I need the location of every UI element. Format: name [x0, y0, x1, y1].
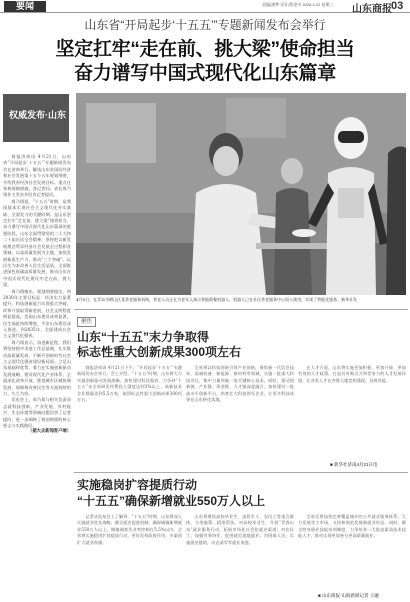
left-paragraph: 发布会上，周乃翔与相关负责同志就科技创新、产业发展、乡村振兴、生态环境等领域问题回答了记者提问，进一步阐释了规划纲要的核心要义与实践路径。: [3, 397, 71, 429]
story1-paragraph: 在人才方面，山东将实施更加积极、更加开放、更加有效的人才政策，打造具有吸引力和竞争力的人才发展环境，让各类人才在齐鲁大地竞相涌现、各展其能。: [298, 365, 406, 383]
headline-main-line1: 坚定扛牢“走在前、挑大梁”使命担当: [55, 39, 355, 60]
page-number: 03: [391, 0, 404, 12]
story2-paragraph: 山东将聚焦高校毕业生、退役军人、农民工等重点群体，分类施策、精准帮扶。对高校毕业生，开展“青春山东”就业服务行动，拓展市场化社会化就业渠道；对农民工，加强劳务协作，促进就近就地就业；对困难人员，实施就业援助，动态清零零就业家庭。: [186, 514, 294, 545]
left-paragraph: 周乃翔指出，规划纲要提出，到2030年主要目标是：经济实力显著提升，科技创新能力实现重大突破，改革开放取得新进展，社会文明程度明显提高，美丽山东建设成效显著，民生福祉持续增进，平安山东建设深入推进。到2035年，全面建成社会主义现代化强省。: [3, 288, 71, 339]
story2-title-line1: 实施稳岗扩容提质行动: [77, 478, 198, 492]
story1-paragraph: 全省将以科技创新引领产业创新，聚焦新一代信息技术、高端装备、新能源、新材料等领域，实施一批重大科技项目，集中力量突破一批关键核心技术。同时，推动创新链、产业链、资金链、人才链深度融合，加快建设一批高水平创新平台，培育壮大科技领军企业，让更多科技成果在山东转化落地。: [186, 365, 294, 403]
left-paragraph: 周乃翔表示，奋进新征程，我们将坚持稳中求进工作总基调，扎实推动高质量发展，不断开创新时代社会主义现代化强省建设新局面。立足山东基础和优势，着力在实施创新驱动发展战略、建设现代化产业体系、全面深化改革开放、推进城乡区域协调发展、保障和改善民生等方面持续用力、久久为功。: [3, 339, 71, 397]
photo-illustration: [76, 93, 406, 295]
story2-column: [77, 514, 182, 600]
story1-column: [186, 365, 294, 468]
headline-kicker: 山东省“开局起步‘十五五’”专题新闻发布会举行: [84, 18, 326, 32]
section-tag: 要闻: [4, 1, 46, 12]
story1-title-line1: 山东“十五五”末力争取得: [77, 330, 210, 344]
issue-info: 责编/潘梦 设计/殷金中 2026.4.22 星期三: [262, 2, 334, 7]
left-column: [3, 94, 71, 600]
left-paragraph: 商报济南讯 4月21日，山东省“开局起步‘十五五’”专题新闻发布会在济南举行。解读山东省国民经济和社会发展第十五个五年规划纲要，介绍我省经济社会发展目标。重点任务和保障措施，答记者问。省长周乃翔作主发布并回答记者提问。: [3, 154, 71, 198]
story1-column: [77, 365, 182, 468]
story2-paragraph: 记者从发布会上了解到，“十五五”时期，山东将深入实施就业优先战略，健全就业促进机制，确保城镇新增就业550万人以上，城镇调查失业率控制在5.5%以内。全省将实施稳岗扩容提质行动，更好发挥政府作用，多渠道扩大就业容量。: [77, 514, 182, 545]
news-photo: [76, 93, 406, 295]
story1-paragraph: 商报济南讯 4月21日下午，“开局起步‘十五五’”专题新闻发布会举行。会上介绍，“十五五”时期，山东将大力实施创新驱动发展战略，加快建设科技强省，力争到“十五五”末全省研发经费投入强度达到3%以上，高新技术企业数量达到5.5万家，取得标志性重大创新成果300项左右。: [77, 365, 182, 403]
story1-byline: ■ 新华社济南4月21日电: [330, 462, 378, 467]
photo-caption: 4月8日，在青岛市崂山区某养老服务机构，养老人员正在为老年人演示智能助餐机器人，机器人已在社区养老服务中心投入使用，实现了智能化服务。新华社发: [76, 297, 358, 302]
story2-paragraph: 全省还将加快完善覆盖城乡的公共就业服务体系，大力发展零工市场，支持和规范发展新就业形态。同时，健全终身职业技能培训制度，力争培养一大批高素质技术技能人才，推动实现更加充分更高质量就业。: [298, 514, 406, 539]
story2-column: [186, 514, 294, 600]
page-header: [0, 0, 410, 13]
badge-label: 权威发布·山东: [9, 110, 66, 120]
story1-column: [298, 365, 406, 468]
headline-main-line2: 奋力谱写中国式现代化山东篇章: [74, 63, 336, 84]
left-byline: （据大众新闻客户端）: [28, 429, 71, 435]
story2-title-line2: “十五五”确保新增就业550万人以上: [77, 494, 266, 508]
story-tag: 聚焦: [77, 317, 96, 327]
story2-byline: ■ 山东商报·山海新闻记者 王融: [318, 593, 379, 598]
section-divider: [74, 472, 408, 473]
newspaper-brand: 山东商报: [352, 4, 392, 15]
story2-column: [298, 514, 406, 592]
authority-release-badge: [3, 94, 69, 142]
section-divider: [74, 309, 408, 310]
left-paragraph: 周乃翔说，“十五五”时期，是我国基本实现社会主义现代化夯实基础、全面发力的关键时期。是山东坚定扛牢“走在前、挑大梁”使命担当、奋力谱写中国式现代化山东篇章的重要阶段。山东全面贯彻党的二十大和二十届历次全会精神，坚持把以新发展理念贯穿经济社会发展全过程和各领域，以高质量发展为主题，加快发展新质生产力，推动“三个突破”。以民生为本改善人民生活品质，全面推进绿色低碳高质量发展，推动山东在中国式现代化建设中走在前、挑大梁。: [3, 198, 71, 288]
story1-title-line2: 标志性重大创新成果300项左右: [77, 345, 242, 359]
